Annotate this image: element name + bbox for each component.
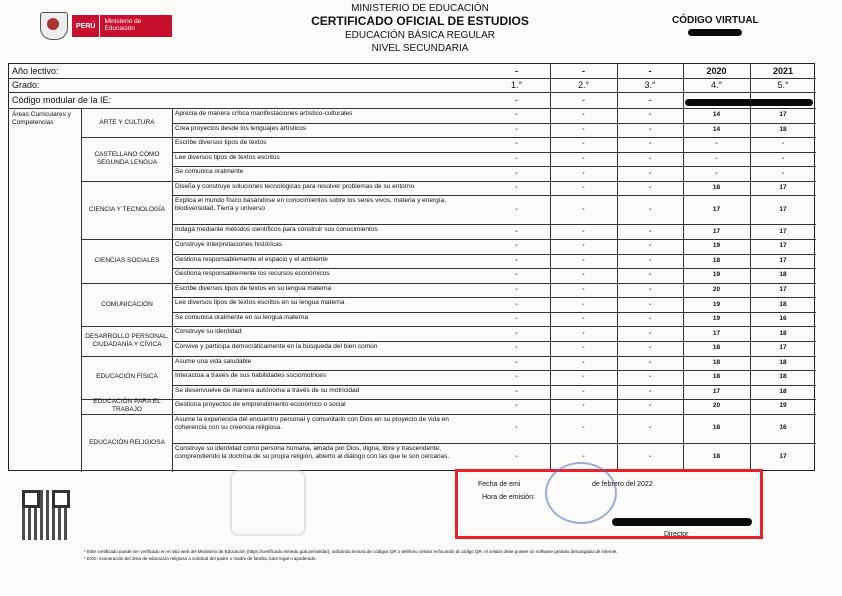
competency-text: Construye interpretaciones históricas — [175, 241, 282, 249]
competency-text: Se comunica oralmente — [175, 168, 244, 176]
grade-value: 18 — [712, 358, 721, 366]
competency-text: Indaga mediante métodos científicos para construir sus conocimientos — [175, 226, 378, 234]
footnote-verification: * Este certificado puede ser verificado en el sitio web del Ministerio de Educación (https://certificado.minedu.gob.pe/validar), utilizando lectora de códigos QR o teléfono celular enfocando al código QR; el celular debe poseer un software gratuito descargado de internet. — [84, 549, 618, 554]
grade-value: - — [515, 205, 518, 213]
grade-value: - — [582, 453, 585, 461]
institution-seal — [230, 470, 306, 536]
grade-value: - — [582, 256, 585, 264]
blue-seal-stamp — [545, 462, 617, 524]
year-cell: - — [515, 66, 518, 76]
table-rule — [81, 356, 816, 357]
grade-value: - — [515, 402, 518, 410]
competency-text: Gestiona responsablemente el espacio y el ambiente — [175, 255, 328, 263]
grade-value: 17 — [712, 227, 721, 235]
grade-value: - — [515, 300, 518, 308]
year-label: Año lectivo: — [12, 66, 59, 76]
modular-code-cell: - — [515, 95, 518, 105]
area-name: EDUCACIÓN FÍSICA — [96, 373, 158, 381]
table-rule — [81, 414, 816, 415]
grade-value: - — [648, 358, 652, 366]
grade-value: - — [781, 154, 785, 162]
grade-value: - — [648, 111, 652, 119]
grade-value: 18 — [779, 329, 787, 337]
grade-value: 16 — [779, 424, 787, 432]
competency-text: Diseña y construye soluciones tecnológicas para resolver problemas de su entorno — [175, 182, 415, 190]
area-name: EDUCACIÓN RELIGIOSA — [89, 438, 165, 446]
grade-value: 18 — [779, 300, 787, 308]
table-rule — [9, 92, 816, 93]
grade-value: - — [781, 140, 785, 148]
area-name: CIENCIA Y TECNOLOGÍA — [88, 205, 166, 213]
grade-value: - — [582, 111, 585, 119]
grade-value: 17 — [779, 184, 787, 192]
table-rule — [172, 224, 816, 225]
grade-value: - — [515, 169, 518, 177]
grade-value: - — [648, 205, 652, 213]
year-cell: - — [582, 66, 585, 76]
table-rule — [172, 385, 816, 386]
table-rule — [81, 181, 816, 182]
grade-value: - — [515, 227, 518, 235]
grade-value: - — [715, 140, 718, 148]
grade-value: - — [582, 169, 585, 177]
grade-cell: 2.° — [577, 80, 590, 90]
grade-value: - — [515, 140, 518, 148]
emission-time-label: Hora de emisión: — [482, 494, 535, 501]
competency-text: Gestiona proyectos de emprendimiento económico o social — [175, 401, 346, 409]
grade-value: 20 — [712, 286, 721, 293]
grade-value: 17 — [779, 242, 787, 250]
grade-value: - — [582, 424, 585, 432]
grade-value: 18 — [712, 184, 721, 192]
table-rule — [172, 152, 816, 153]
table-rule — [81, 283, 816, 284]
competency-text: Aprecia de manera crítica manifestaciones artístico-culturales — [175, 110, 353, 117]
virtual-code-redacted — [688, 29, 742, 36]
table-rule — [9, 78, 816, 79]
table-rule — [9, 108, 816, 109]
grade-value: 19 — [712, 300, 721, 308]
grade-value: - — [648, 242, 652, 250]
year-cell: 2021 — [772, 66, 794, 76]
grade-value: - — [582, 227, 585, 235]
grade-value: - — [648, 424, 652, 432]
grade-value: - — [582, 344, 585, 352]
grade-value: - — [582, 286, 585, 293]
grade-value: - — [648, 373, 652, 381]
grade-value: 19 — [712, 271, 721, 279]
table-rule — [81, 137, 816, 138]
grade-value: 19 — [712, 242, 721, 250]
emission-date-label: Fecha de emi — [478, 481, 521, 488]
grade-value: - — [648, 184, 652, 192]
grade-value: - — [648, 125, 652, 133]
competency-text: Se desenvuelve de manera autónoma a través de su motricidad — [175, 386, 360, 394]
subtitle-level: NIVEL SECUNDARIA — [371, 43, 469, 54]
grade-value: - — [582, 387, 585, 395]
ministry-heading: MINISTERIO DE EDUCACIÓN — [351, 3, 489, 14]
grade-value: - — [582, 300, 585, 308]
grade-value: - — [648, 140, 652, 148]
table-rule — [172, 297, 816, 298]
footnote-exoneration: * EXO: exoneración del área de educación religiosa a solicitud del padre o madre de familia, tutor legal o apoderado. — [84, 556, 317, 561]
grade-value: - — [648, 227, 652, 235]
grade-value: 18 — [779, 125, 787, 133]
grade-value: - — [648, 402, 652, 410]
grade-value: 19 — [779, 402, 787, 410]
area-name: CIENCIAS SOCIALES — [94, 256, 160, 264]
grade-value: - — [515, 242, 518, 250]
grade-value: - — [515, 125, 518, 133]
grade-value: 17 — [779, 286, 787, 293]
grade-value: - — [515, 329, 518, 337]
certificate-title: CERTIFICADO OFICIAL DE ESTUDIOS — [311, 14, 529, 28]
grade-cell: 5.° — [777, 80, 789, 90]
grade-value: - — [515, 358, 518, 366]
competency-text: Asume la experiencia del encuentro personal y comunitario con Dios en su proyecto de vida en coherencia con su creencia religiosa. — [175, 415, 449, 431]
director-signature-redacted — [612, 518, 752, 526]
table-rule — [172, 123, 816, 124]
grade-cell: 4.° — [710, 80, 723, 90]
grade-value: 18 — [712, 373, 721, 381]
grade-value: 18 — [712, 424, 721, 432]
director-label: Director — [664, 531, 689, 538]
grade-value: 17 — [712, 329, 721, 337]
grade-value: - — [648, 453, 652, 461]
table-rule — [81, 326, 816, 327]
grade-value: 17 — [779, 227, 787, 235]
grade-value: - — [648, 329, 652, 337]
grade-cell: 1.° — [510, 80, 523, 90]
grade-value: - — [582, 329, 585, 337]
grade-value: 17 — [779, 111, 787, 119]
competency-text: Convive y participa democráticamente en la búsqueda del bien común — [175, 342, 378, 350]
virtual-code-label: CÓDIGO VIRTUAL — [672, 15, 759, 26]
competency-text: Asume una vida saludable — [175, 357, 252, 365]
year-cell: 2020 — [706, 66, 727, 76]
table-rule — [172, 268, 816, 269]
grade-value: - — [515, 111, 518, 119]
grade-value: 18 — [712, 453, 721, 461]
competency-text: Interactúa a través de sus habilidades sociomotrices — [175, 372, 327, 380]
grade-value: 18 — [779, 358, 787, 366]
grade-value: - — [515, 286, 518, 293]
grade-value: - — [582, 358, 585, 366]
grade-value: - — [582, 373, 585, 381]
grade-value: - — [515, 424, 518, 432]
grade-value: 17 — [779, 256, 787, 264]
grade-value: - — [648, 286, 652, 293]
grade-value: - — [515, 184, 518, 192]
grade-value: 17 — [712, 387, 721, 395]
grade-value: - — [582, 140, 585, 148]
table-rule — [172, 166, 816, 167]
grade-value: - — [582, 154, 585, 162]
grade-value: - — [648, 256, 652, 264]
competency-text: Lee diversos tipos de textos escritos — [175, 153, 280, 161]
grade-label: Grado: — [12, 80, 40, 90]
grade-value: - — [648, 300, 652, 308]
logo-country: PERÚ — [72, 15, 99, 37]
competency-text: Lee diversos tipos de textos escritos en su lengua materna — [175, 299, 345, 307]
subtitle-regular: EDUCACIÓN BÁSICA REGULAR — [344, 30, 496, 41]
grade-value: - — [648, 154, 652, 162]
grade-value: - — [515, 387, 518, 395]
modular-code-label: Código modular de la IE: — [12, 95, 112, 105]
year-cell: - — [648, 66, 652, 76]
competency-text: Explica el mundo físico basándose en conocimientos sobre los seres vivos, materia y energía, biodiversidad, Tierra y universo — [175, 197, 446, 213]
grade-value: - — [648, 169, 652, 177]
grade-value: - — [582, 402, 585, 410]
table-rule — [172, 312, 816, 313]
area-name: CASTELLANO COMO SEGUNDA LENGUA — [94, 150, 160, 166]
competency-text: Se comunica oralmente en su lengua materna — [175, 313, 308, 321]
grade-value: 17 — [779, 205, 787, 213]
grade-value: - — [715, 169, 718, 177]
grade-value: 18 — [779, 387, 787, 395]
ministry-logo — [40, 12, 174, 40]
table-rule — [172, 370, 816, 371]
grade-value: - — [515, 315, 518, 323]
area-name: EDUCACIÓN PARA EL TRABAJO — [93, 398, 161, 414]
grade-value: 17 — [779, 453, 787, 461]
grade-value: 14 — [712, 111, 721, 119]
table-rule — [172, 254, 816, 255]
grade-value: - — [582, 315, 585, 323]
grade-value: - — [715, 154, 718, 162]
grade-value: - — [648, 344, 652, 352]
logo-ministry: Ministerio de Educación — [100, 15, 172, 37]
grade-value: - — [515, 453, 518, 461]
grade-value: - — [582, 184, 585, 192]
qr-code[interactable] — [22, 490, 70, 540]
grade-value: 17 — [712, 205, 721, 213]
modular-code-cell: - — [582, 95, 585, 105]
area-name: ARTE Y CULTURA — [99, 118, 155, 126]
area-name: COMUNICACIÓN — [101, 300, 153, 308]
modular-code-redacted — [685, 99, 813, 106]
grade-cell: 3.° — [644, 80, 656, 90]
grade-value: - — [515, 154, 518, 162]
grade-value: 18 — [712, 344, 721, 352]
grade-value: 16 — [779, 315, 787, 323]
grade-value: - — [582, 205, 585, 213]
table-rule — [81, 239, 816, 240]
competency-text: Construye su identidad como persona humana, amada por Dios, digna, libre y trascendente, comprendiendo la doctrina de su propia religión, abierto al diálogo con las que le son cercanas. — [175, 444, 450, 460]
competency-text: Gestiona responsablemente los recursos económicos — [175, 270, 330, 278]
modular-code-cell: - — [648, 95, 652, 105]
grade-value: 14 — [712, 125, 721, 133]
grade-value: - — [582, 125, 585, 133]
competency-text: Escribe diversos tipos de textos — [175, 139, 267, 147]
area-name: DESARROLLO PERSONAL, CIUDADANÍA Y CÍVICA — [85, 332, 169, 348]
grade-value: 18 — [712, 256, 721, 264]
coat-of-arms-icon — [40, 12, 68, 40]
table-rule — [81, 108, 82, 472]
grade-value: 19 — [712, 315, 721, 323]
grade-value: - — [515, 373, 518, 381]
areas-heading: Áreas Curriculares y Competencias — [12, 111, 71, 126]
grade-value: - — [515, 344, 518, 352]
grade-value: - — [648, 315, 652, 323]
grades-table — [8, 63, 815, 471]
grade-value: - — [648, 387, 652, 395]
grade-value: 18 — [779, 373, 787, 381]
competency-text: Escribe diversos tipos de textos en su lengua materna — [175, 284, 332, 292]
grade-value: - — [515, 256, 518, 264]
table-rule — [172, 108, 173, 472]
table-rule — [172, 195, 816, 196]
grade-value: - — [582, 271, 585, 279]
grade-value: 18 — [779, 271, 787, 279]
grade-value: - — [582, 242, 585, 250]
competency-text: Crea proyectos desde los lenguajes artísticos — [175, 124, 307, 132]
grade-value: 17 — [779, 344, 787, 352]
grade-value: - — [648, 271, 652, 279]
grade-value: - — [781, 169, 785, 177]
table-rule — [81, 399, 816, 400]
emission-date-value: de febrero del 2022 — [592, 481, 653, 488]
competency-text: Construye su identidad — [175, 328, 242, 336]
table-rule — [172, 341, 816, 342]
grade-value: - — [515, 271, 518, 279]
table-rule — [172, 443, 816, 444]
grade-value: 20 — [712, 402, 721, 410]
